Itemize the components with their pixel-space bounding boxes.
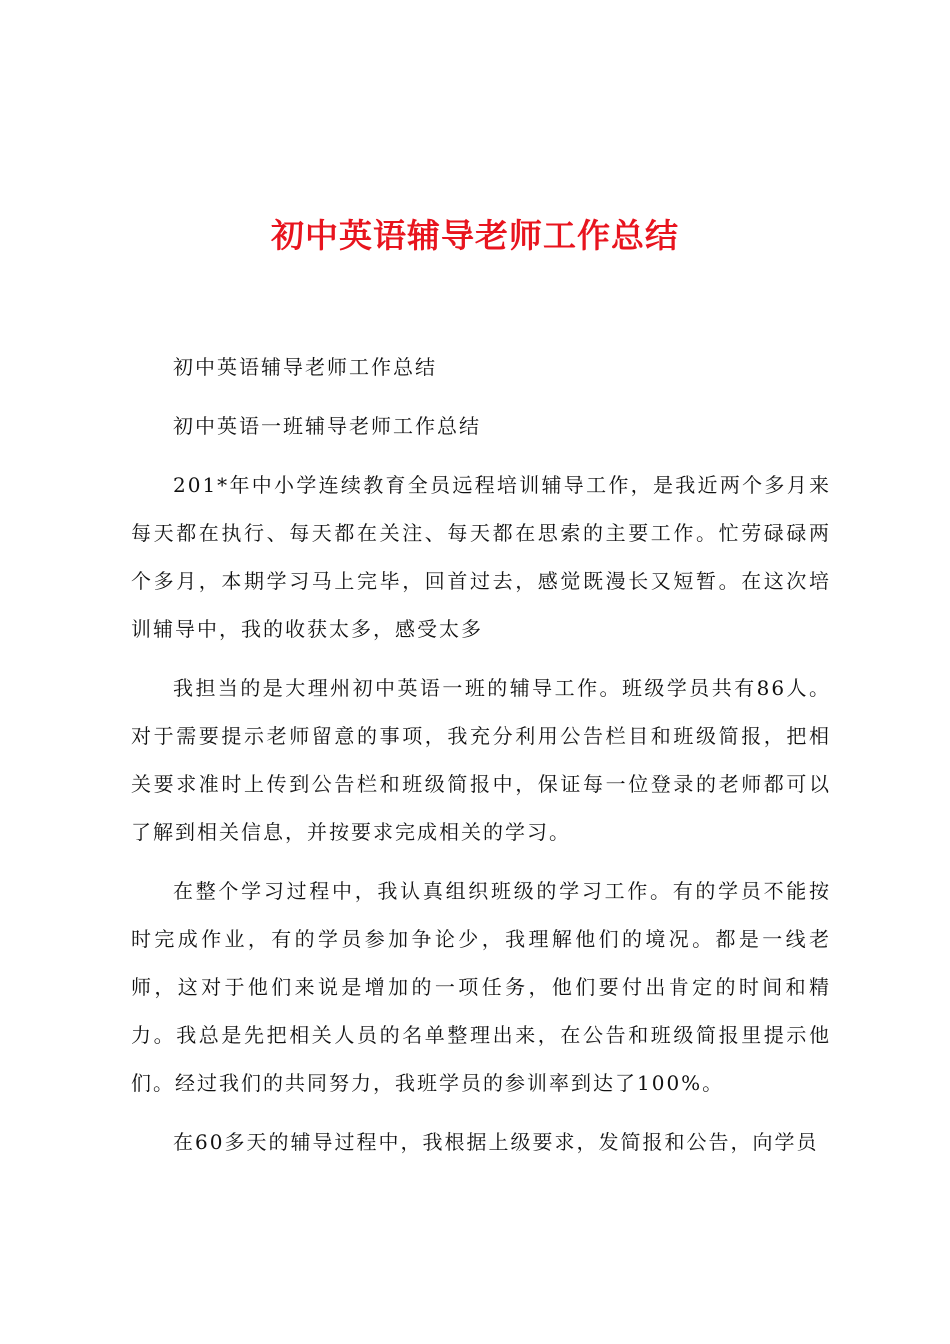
paragraph-subtitle-1: 初中英语辅导老师工作总结	[173, 355, 437, 379]
document-title: 初中英语辅导老师工作总结	[271, 216, 679, 255]
document-body	[131, 343, 831, 1166]
paragraph-subtitle-2: 初中英语一班辅导老师工作总结	[173, 414, 481, 438]
paragraph-learning-process: 在整个学习过程中，我认真组织班级的学习工作。有的学员不能按时完成作业，有的学员参加争论少，我理解他们的境况。都是一线老师，这对于他们来说是增加的一项任务，他们要付出肯定的时间和精力。我总是先把相关人员的名单整理出来，在公告和班级简报里提示他们。经过我们的共同努力，我班学员的参训率到达了100%。	[131, 879, 831, 1095]
paragraph-class-duties: 我担当的是大理州初中英语一班的辅导工作。班级学员共有86人。对于需要提示老师留意的事项，我充分利用公告栏目和班级简报，把相关要求准时上传到公告栏和班级简报中，保证每一位登录的老师都可以了解到相关信息，并按要求完成相关的学习。	[131, 676, 831, 844]
paragraph-continuation: 在60多天的辅导过程中，我根据上级要求，发简报和公告，向学员	[173, 1130, 819, 1154]
paragraph-intro: 201*年中小学连续教育全员远程培训辅导工作，是我近两个多月来每天都在执行、每天都在关注、每天都在思索的主要工作。忙劳碌碌两个多月，本期学习马上完毕，回首过去，感觉既漫长又短暂。在这次培训辅导中，我的收获太多，感受太多	[131, 473, 831, 641]
